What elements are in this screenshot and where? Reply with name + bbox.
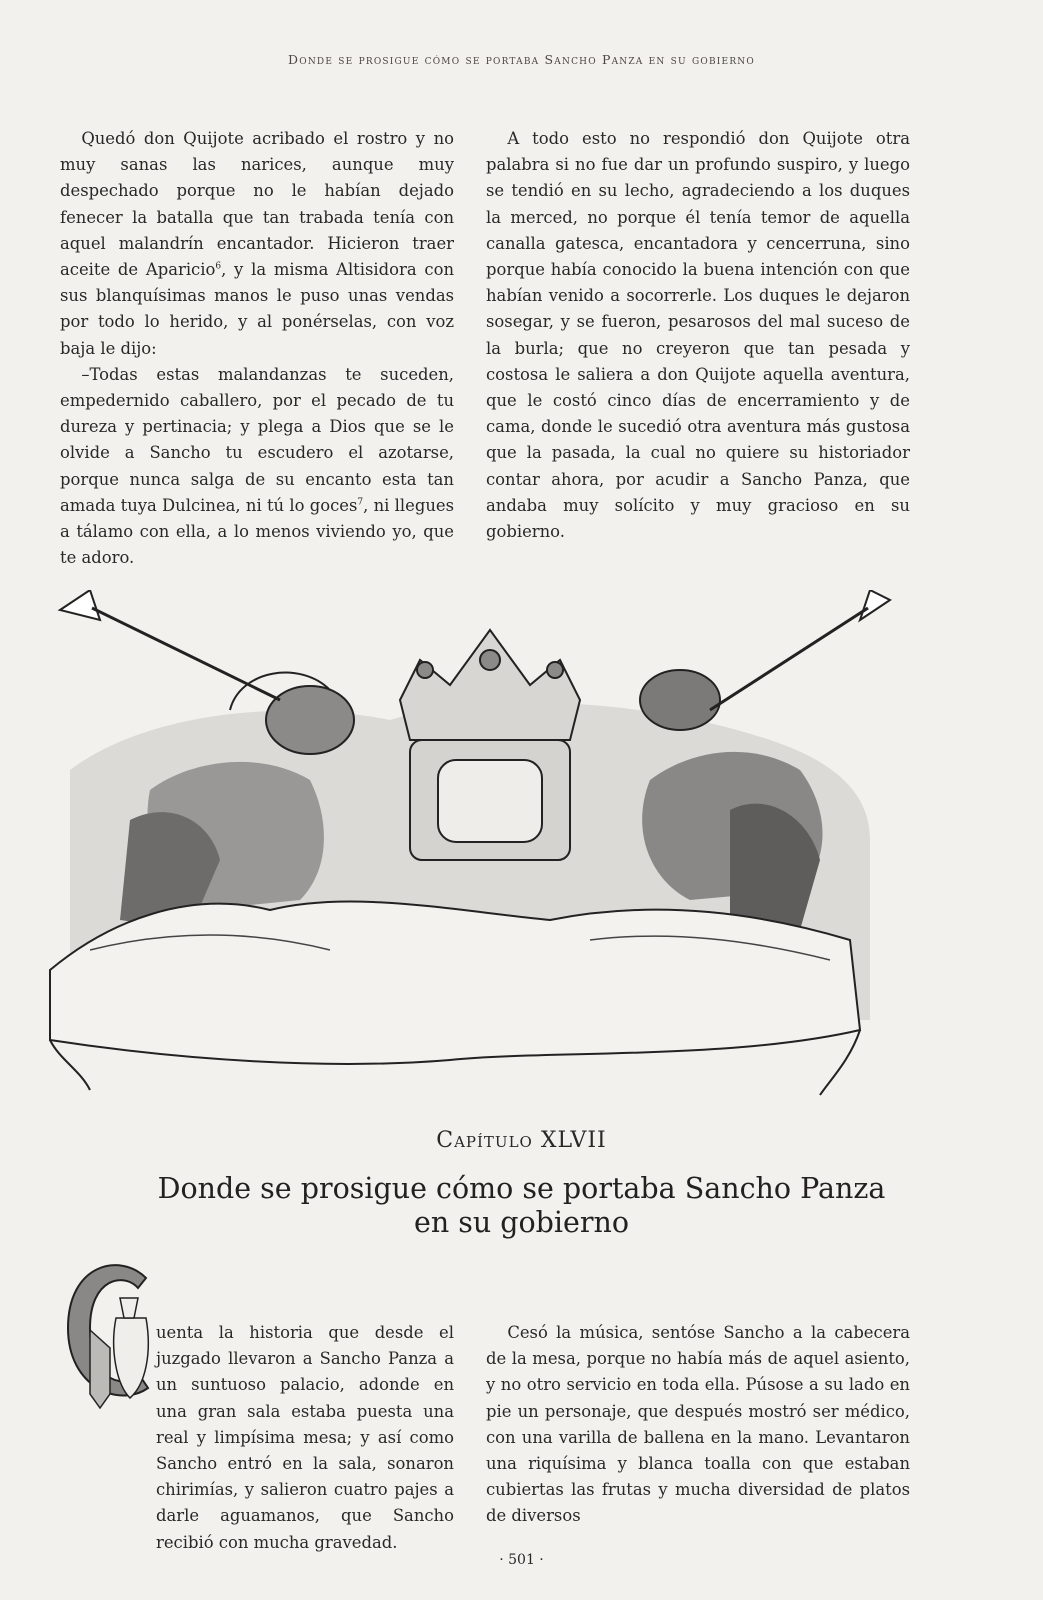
page-number: · 501 · (499, 1552, 544, 1568)
chapter-title-line-1: Donde se prosigue cómo se portaba Sancho Panza (157, 1172, 886, 1205)
paragraph-quedo: Quedó don Quijote acribado el rostro y no muy sanas las narices, aunque muy despechado porque no le habían dejado fenecer la batalla que tan trabada tenía con aquel malandrín encantador. Hicieron traer aceite de Aparicio$^6$, y la misma Altisidora con sus blanquísimas manos le puso unas vendas por todo lo herido, y al ponérselas, con voz baja le dijo: (60, 129, 454, 358)
right-column-bottom (486, 1320, 910, 1530)
left-column-top (60, 126, 454, 571)
chapter-title-line-2: en su gobierno (413, 1206, 630, 1239)
paragraph-a-todo: A todo esto no respondió don Quijote otra palabra si no fue dar un profundo suspiro, y luego se tendió en su lecho, agradeciendo a los duques la merced, no porque él tenía temor de aquella canalla gatesca, encantadora y cencerruna, sino porque había conocido la buena intención con que habían venido a socorrerle. Los duques le dejaron sosegar, y se fueron, pesarosos del mal suceso de la burla; que no creyeron que tan pesada y costosa le saliera a don Quijote aquella aventura, que le costó cinco días de encerramiento y de cama, donde le sucedió otra aventura más gustosa que la pasada, la cual no quiere su historiador contar ahora, por acudir a Sancho Panza, que andaba muy solícito y muy gracioso en su gobierno. (486, 129, 910, 542)
paragraph-cuenta: uenta la historia que desde el juzgado llevaron a Sancho Panza a un suntuoso palacio, adonde en una gran sala estaba puesta una real y limpísima mesa; y así como Sancho entró en la sala, sonaron chirimías, y salieron cuatro pajes a darle aguamanos, que Sancho recibió con mucha gravedad. (156, 1323, 454, 1552)
running-head: Donde se prosigue cómo se portaba Sancho Panza en su gobierno (288, 52, 755, 67)
paragraph-todas: –Todas estas malandanzas te suceden, empedernido caballero, por el pecado de tu dureza y pertinacia; y plega a Dios que se le olvide a Sancho tu escudero el azotarse, porque nunca salga de su encanto esta tan amada tuya Dulcinea, ni tú lo goces$^7$, ni llegues a tálamo con ella, a lo menos viviendo yo, que te adoro. (60, 364, 454, 568)
footnote-ref-7: 7 (357, 497, 364, 508)
chapter-label: Capítulo XLVII (436, 1128, 607, 1153)
left-column-bottom (60, 1320, 454, 1556)
chapter-illustration (30, 590, 910, 1110)
right-column-top (486, 126, 910, 545)
paragraph-ceso: Cesó la música, sentóse Sancho a la cabecera de la mesa, porque no había más de aquel asiento, y no otro servicio en toda ella. Púsose a su lado en pie un personaje, que después mostró ser médico, con una varilla de ballena en la mano. Levantaron una riquísima y blanca toalla con que estaban cubiertas las frutas y mucha diversidad de platos de diversos (486, 1323, 910, 1526)
chapter-title (100, 1172, 943, 1240)
footnote-ref-6: 6 (215, 261, 222, 272)
